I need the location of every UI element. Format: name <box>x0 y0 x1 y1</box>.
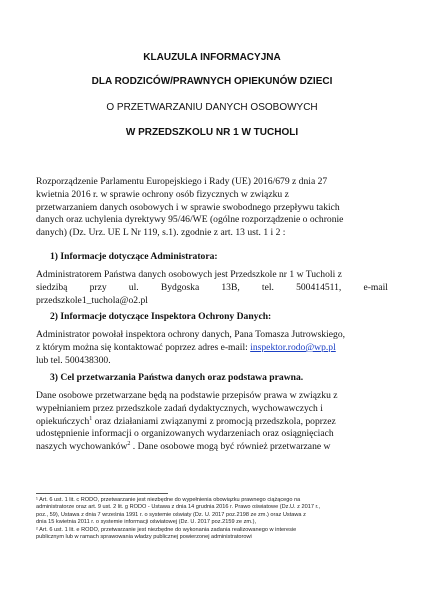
section-3-text: opiekuńczych <box>36 415 90 427</box>
section-1-line: Administratorem Państwa danych osobowych jest Przedszkole nr 1 w Tucholi z <box>36 269 342 280</box>
section-2-line: Administrator powołał inspektora ochrony danych, Pana Tomasza Jutrowskiego, <box>36 329 346 340</box>
section-1-body <box>36 269 388 307</box>
section-3-heading: 3) Cel przetwarzania Państwa danych oraz podstawa prawna. <box>50 372 304 383</box>
section-2-body <box>36 329 388 367</box>
word: siedzibą <box>36 281 68 293</box>
section-1-line <box>36 282 388 295</box>
section-3-line: Dane osobowe przetwarzane będą na podstawie przepisów prawa w związku z <box>36 390 338 401</box>
word: 13B, <box>221 281 240 293</box>
intro-line: danych) (Dz. Urz. UE L Nr 119, s.1). zgodnie z art. 13 ust. 1 i 2 : <box>36 227 286 239</box>
section-3-line <box>36 441 388 454</box>
footnote-line: publicznym lub w ramach sprawowania władzy publicznej powierzonej administratorowi <box>36 534 252 541</box>
section-3-line: udostępnienie informacji o organizowanych wydarzeniach oraz osiągnięciach <box>36 428 334 440</box>
section-3-line <box>36 416 388 429</box>
section-3-text: . Dane osobowe mogą być również przetwarzane w <box>130 441 331 453</box>
word: przy <box>89 281 107 293</box>
section-2-heading: 2) Informacje dotyczące Inspektora Ochrony Danych: <box>50 311 272 322</box>
footnote-line: ² Art. 6 ust. 1 lit. e RODO, przetwarzanie jest niezbędne do wykonania zadania realizowanego w interesie <box>36 526 297 533</box>
word: Bydgoska <box>160 281 200 293</box>
section-2-line: lub tel. 500438300. <box>36 354 111 366</box>
footnote-line: dnia 15 kwietnia 2011 r. o systemie informacji oświatowej (Dz. U. 2017 poz.2159 ze zm.), <box>36 519 257 526</box>
title-line-3: O PRZETWARZANIU DANYCH OSOBOWYCH <box>106 102 318 113</box>
section-3-text: naszych wychowanków <box>36 441 128 453</box>
title-line-4: W PRZEDSZKOLU NR 1 W TUCHOLI <box>125 127 299 138</box>
section-2-line <box>36 342 388 355</box>
title-line-2: DLA RODZICÓW/PRAWNYCH OPIEKUNÓW DZIECI <box>91 76 333 87</box>
footnote-divider <box>36 493 168 494</box>
footnote-ref-1: 1 <box>89 415 93 422</box>
intro-line: kwietnia 2016 r. w sprawie ochrony osób fizycznych w związku z <box>36 188 289 200</box>
title-line-1: KLAUZULA INFORMACYJNA <box>143 52 281 63</box>
intro-line: Rozporządzenie Parlamentu Europejskiego i Rady (UE) 2016/679 z dnia 27 <box>36 176 328 187</box>
section-3-line: wypełnianiem przez przedszkole zadań dydaktycznych, wychowawczych i <box>36 402 323 414</box>
section-2-line-text: z którym można się kontaktować poprzez adres e-mail: <box>36 341 251 353</box>
word: ul. <box>128 281 139 293</box>
section-3-body <box>36 390 388 454</box>
footnotes <box>36 497 390 541</box>
footnote-line: ¹ Art. 6 ust. 1 lit. c RODO, przetwarzanie jest niezbędne do wypełnienia obowiązku prawnego ciążącego na <box>36 497 301 503</box>
word: e-mail <box>363 281 388 293</box>
word: 500414511, <box>296 281 342 293</box>
section-1-email: przedszkole1_tuchola@o2.pl <box>36 294 148 306</box>
intro-line: danych oraz uchylenia dyrektywy 95/46/WE (ogólne rozporządzenie o ochronie <box>36 214 344 226</box>
footnote-line: poz., 59), Ustawa z dnia 7 września 1991 r. o systemie oświaty (Dz. U. 2017 poz.2198 ze zm.) oraz Ustawa z <box>36 511 306 518</box>
inspector-email-link[interactable]: inspektor.rodo@wp.pl <box>250 341 336 353</box>
footnote-ref-2: 2 <box>127 441 131 447</box>
word: tel. <box>261 281 274 293</box>
footnote-line: administratorze oraz art. 9 ust. 2 lit. g RODO - Ustawa z dnia 14 grudnia 2016 r. Prawo oświatowe (Dz.U. z 2017 r., <box>36 504 321 511</box>
intro-line: przetwarzaniem danych osobowych i w sprawie swobodnego przepływu takich <box>36 201 340 213</box>
section-1-heading: 1) Informacje dotyczące Administratora: <box>50 251 218 262</box>
section-3-text: oraz działaniami związanymi z promocją przedszkola, poprzez <box>92 415 336 427</box>
intro-paragraph <box>36 176 388 240</box>
